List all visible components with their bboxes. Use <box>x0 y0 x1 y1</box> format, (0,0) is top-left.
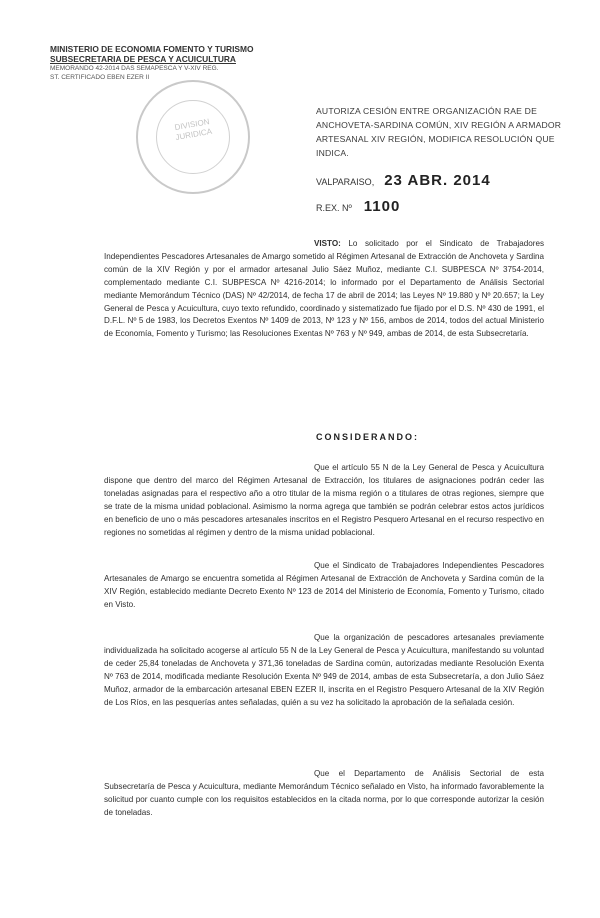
paragraph-text: Que el Sindicato de Trabajadores Independientes Pescadores Artesanales de Amargo se encuentra sometida al Régimen Artesanal de Extracción de Anchoveta y Sardina común de la XIV Región, establecido mediante Decreto Exento Nº 123 de 2014 del Ministerio de Economía, Fomento y Turismo, citado en Visto. <box>104 561 544 609</box>
date-line <box>316 172 491 189</box>
considerando-paragraph-1 <box>104 462 544 539</box>
considerando-paragraph-3 <box>104 632 544 709</box>
official-stamp <box>136 80 250 194</box>
ministry-name: MINISTERIO DE ECONOMIA FOMENTO Y TURISMO <box>50 44 254 54</box>
visto-paragraph <box>104 238 544 341</box>
date-place: VALPARAISO, <box>316 177 375 187</box>
resolution-subject: AUTORIZA CESIÓN ENTRE ORGANIZACIÓN RAE DE ANCHOVETA-SARDINA COMÚN, XIV REGIÓN A ARMADOR ARTESANAL XIV REGIÓN, MODIFICA RESOLUCIÓN QUE INDICA. <box>316 106 562 158</box>
considerando-heading: CONSIDERANDO: <box>316 432 420 442</box>
reference-line-2: ST. CERTIFICADO EBEN EZER II <box>50 74 150 81</box>
rex-label: R.EX. Nº <box>316 203 352 213</box>
paragraph-text: Que la organización de pescadores artesanales previamente individualizada ha solicitado acogerse al artículo 55 N de la Ley General de Pesca y Acuicultura, manifestando su voluntad de ceder 25,84 toneladas de Anchoveta y 371,36 toneladas de Sardina común, autorizadas mediante Resolución Exenta Nº 763 de 2014, modificada mediante Resolución Exenta Nº 949 de 2014, ambas de esta Subsecretaría, a don Julio Sáez Muñoz, armador de la embarcación artesanal EBEN EZER II, inscrita en el Registro Pesquero Artesanal de la XIV Región de Los Ríos, en las pesquerías antes señaladas, quién a su vez ha solicitado la aprobación de la señalada cesión. <box>104 633 544 707</box>
considerando-paragraph-2 <box>104 560 544 612</box>
visto-lead: VISTO: <box>314 239 341 248</box>
resolution-number-line <box>316 198 400 215</box>
date-value: 23 ABR. 2014 <box>384 172 491 189</box>
considerando-paragraph-4 <box>104 768 544 820</box>
paragraph-text: Que el artículo 55 N de la Ley General de Pesca y Acuicultura dispone que dentro del marco del Régimen Artesanal de Extracción, los titulares de asignaciones podrán ceder las toneladas asignadas para el respectivo año a otro titular de la misma región o a titulares de otras regiones, siempre que se trate de la misma unidad poblacional. Asimismo la norma agrega que también se podrán celebrar estos actos jurídicos en beneficio de uno o más pescadores artesanales inscritos en el Registro Pesquero Artesanal en el recurso respectivo en regiones no sometidas al régimen y dentro de la misma unidad poblacional. <box>104 463 544 537</box>
paragraph-text: Que el Departamento de Análisis Sectorial de esta Subsecretaría de Pesca y Acuicultura, mediante Memorándum Técnico señalado en Visto, ha informado favorablemente la solicitud por cuanto cumple con los requisitos establecidos en la citada norma, por lo que corresponde autorizar la cesión de toneladas. <box>104 769 544 817</box>
reference-line: MEMORANDO 42-2014 DAS SEMAPESCA Y V-XIV REG. <box>50 65 219 72</box>
rex-number: 1100 <box>363 198 401 215</box>
stamp-text: DIVISION JURIDICA <box>173 117 213 143</box>
visto-text: Lo solicitado por el Sindicato de Trabajadores Independientes Pescadores Artesanales de Amargo sometido al Régimen Artesanal de Extracción de Anchoveta y Sardina común de la XIV Región y por el armador artesanal Julio Sáez Muñoz, mediante C.I. SUBPESCA Nº 3754-2014, complementado mediante C.I. SUBPESCA Nº 4216-2014; lo informado por el Departamento de Análisis Sectorial mediante Memorándum Técnico (DAS) Nº 42/2014, de fecha 17 de abril de 2014; las Leyes Nº 19.880 y Nº 20.657; la Ley General de Pesca y Acuicultura, cuyo texto refundido, coordinado y sistematizado fue fijado por el D.S. Nº 430 de 1991, el D.F.L. Nº 5 de 1983, los Decretos Exentos Nº 1409 de 2013, Nº 123 y Nº 156, ambos de 2014, todos del actual Ministerio de Economía, Fomento y Turismo; las Resoluciones Exentas Nº 763 y Nº 949, ambas de 2014, de esta Subsecretaría. <box>104 239 545 339</box>
letterhead <box>50 44 290 82</box>
subsecretaria-name: SUBSECRETARIA DE PESCA Y ACUICULTURA <box>50 54 236 64</box>
